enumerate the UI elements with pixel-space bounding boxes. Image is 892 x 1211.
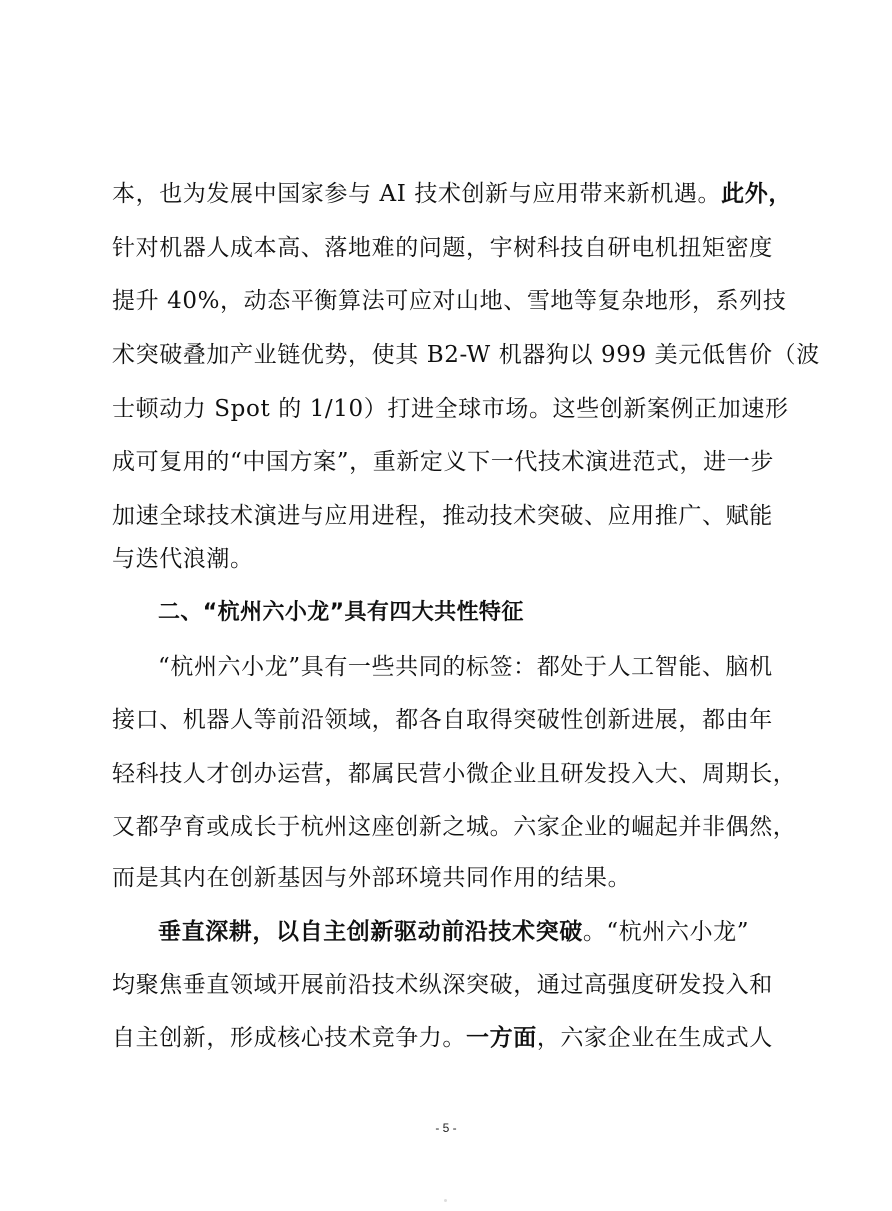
text-line: 成可复用的“中国方案”，重新定义下一代技术演进范式，进一步 [112,449,774,475]
emphasis-text: 此外， [721,180,792,207]
text-line: 垂直深耕，以自主创新驱动前沿技术突破。“杭州六小龙” [158,918,750,945]
text-line: 本，也为发展中国家参与 AI 技术创新与应用带来新机遇。此外， [112,180,792,207]
text-line: 针对机器人成本高、落地难的问题，宇树科技自研电机扭矩密度 [112,235,773,261]
text-line: 士顿动力 Spot 的 1/10）打进全球市场。这些创新案例正加速形 [112,396,789,422]
text-line: 又都孕育或成长于杭州这座创新之城。六家企业的崛起并非偶然， [112,814,797,840]
paragraph-lead-heading: 垂直深耕，以自主创新驱动前沿技术突破 [158,918,583,945]
text-line: 与迭代浪潮。 [112,546,254,572]
text-line: 提升 40%，动态平衡算法可应对山地、雪地等复杂地形，系列技 [112,288,787,314]
text-line: 接口、机器人等前沿领域，都各自取得突破性创新进展，都由年 [112,707,773,733]
text-line: 均聚焦垂直领域开展前沿技术纵深突破，通过高强度研发投入和 [112,972,773,998]
emphasis-text: 一方面 [466,1024,537,1051]
text-line: 而是其内在创新基因与外部环境共同作用的结果。 [112,865,632,891]
decorative-dot [444,1199,447,1202]
text-line: 术突破叠加产业链优势，使其 B2-W 机器狗以 999 美元低售价（波 [112,342,820,368]
text-line: 加速全球技术演进与应用进程，推动技术突破、应用推广、赋能 [112,503,773,529]
text-line: 轻科技人才创办运营，都属民营小微企业且研发投入大、周期长， [112,761,797,787]
text-line: “杭州六小龙”具有一些共同的标签：都处于人工智能、脑机 [158,654,773,680]
section-heading: 二、“杭州六小龙”具有四大共性特征 [158,600,524,625]
text-line: 自主创新，形成核心技术竞争力。一方面，六家企业在生成式人 [112,1024,773,1051]
page-number: - 5 - [435,1121,457,1135]
